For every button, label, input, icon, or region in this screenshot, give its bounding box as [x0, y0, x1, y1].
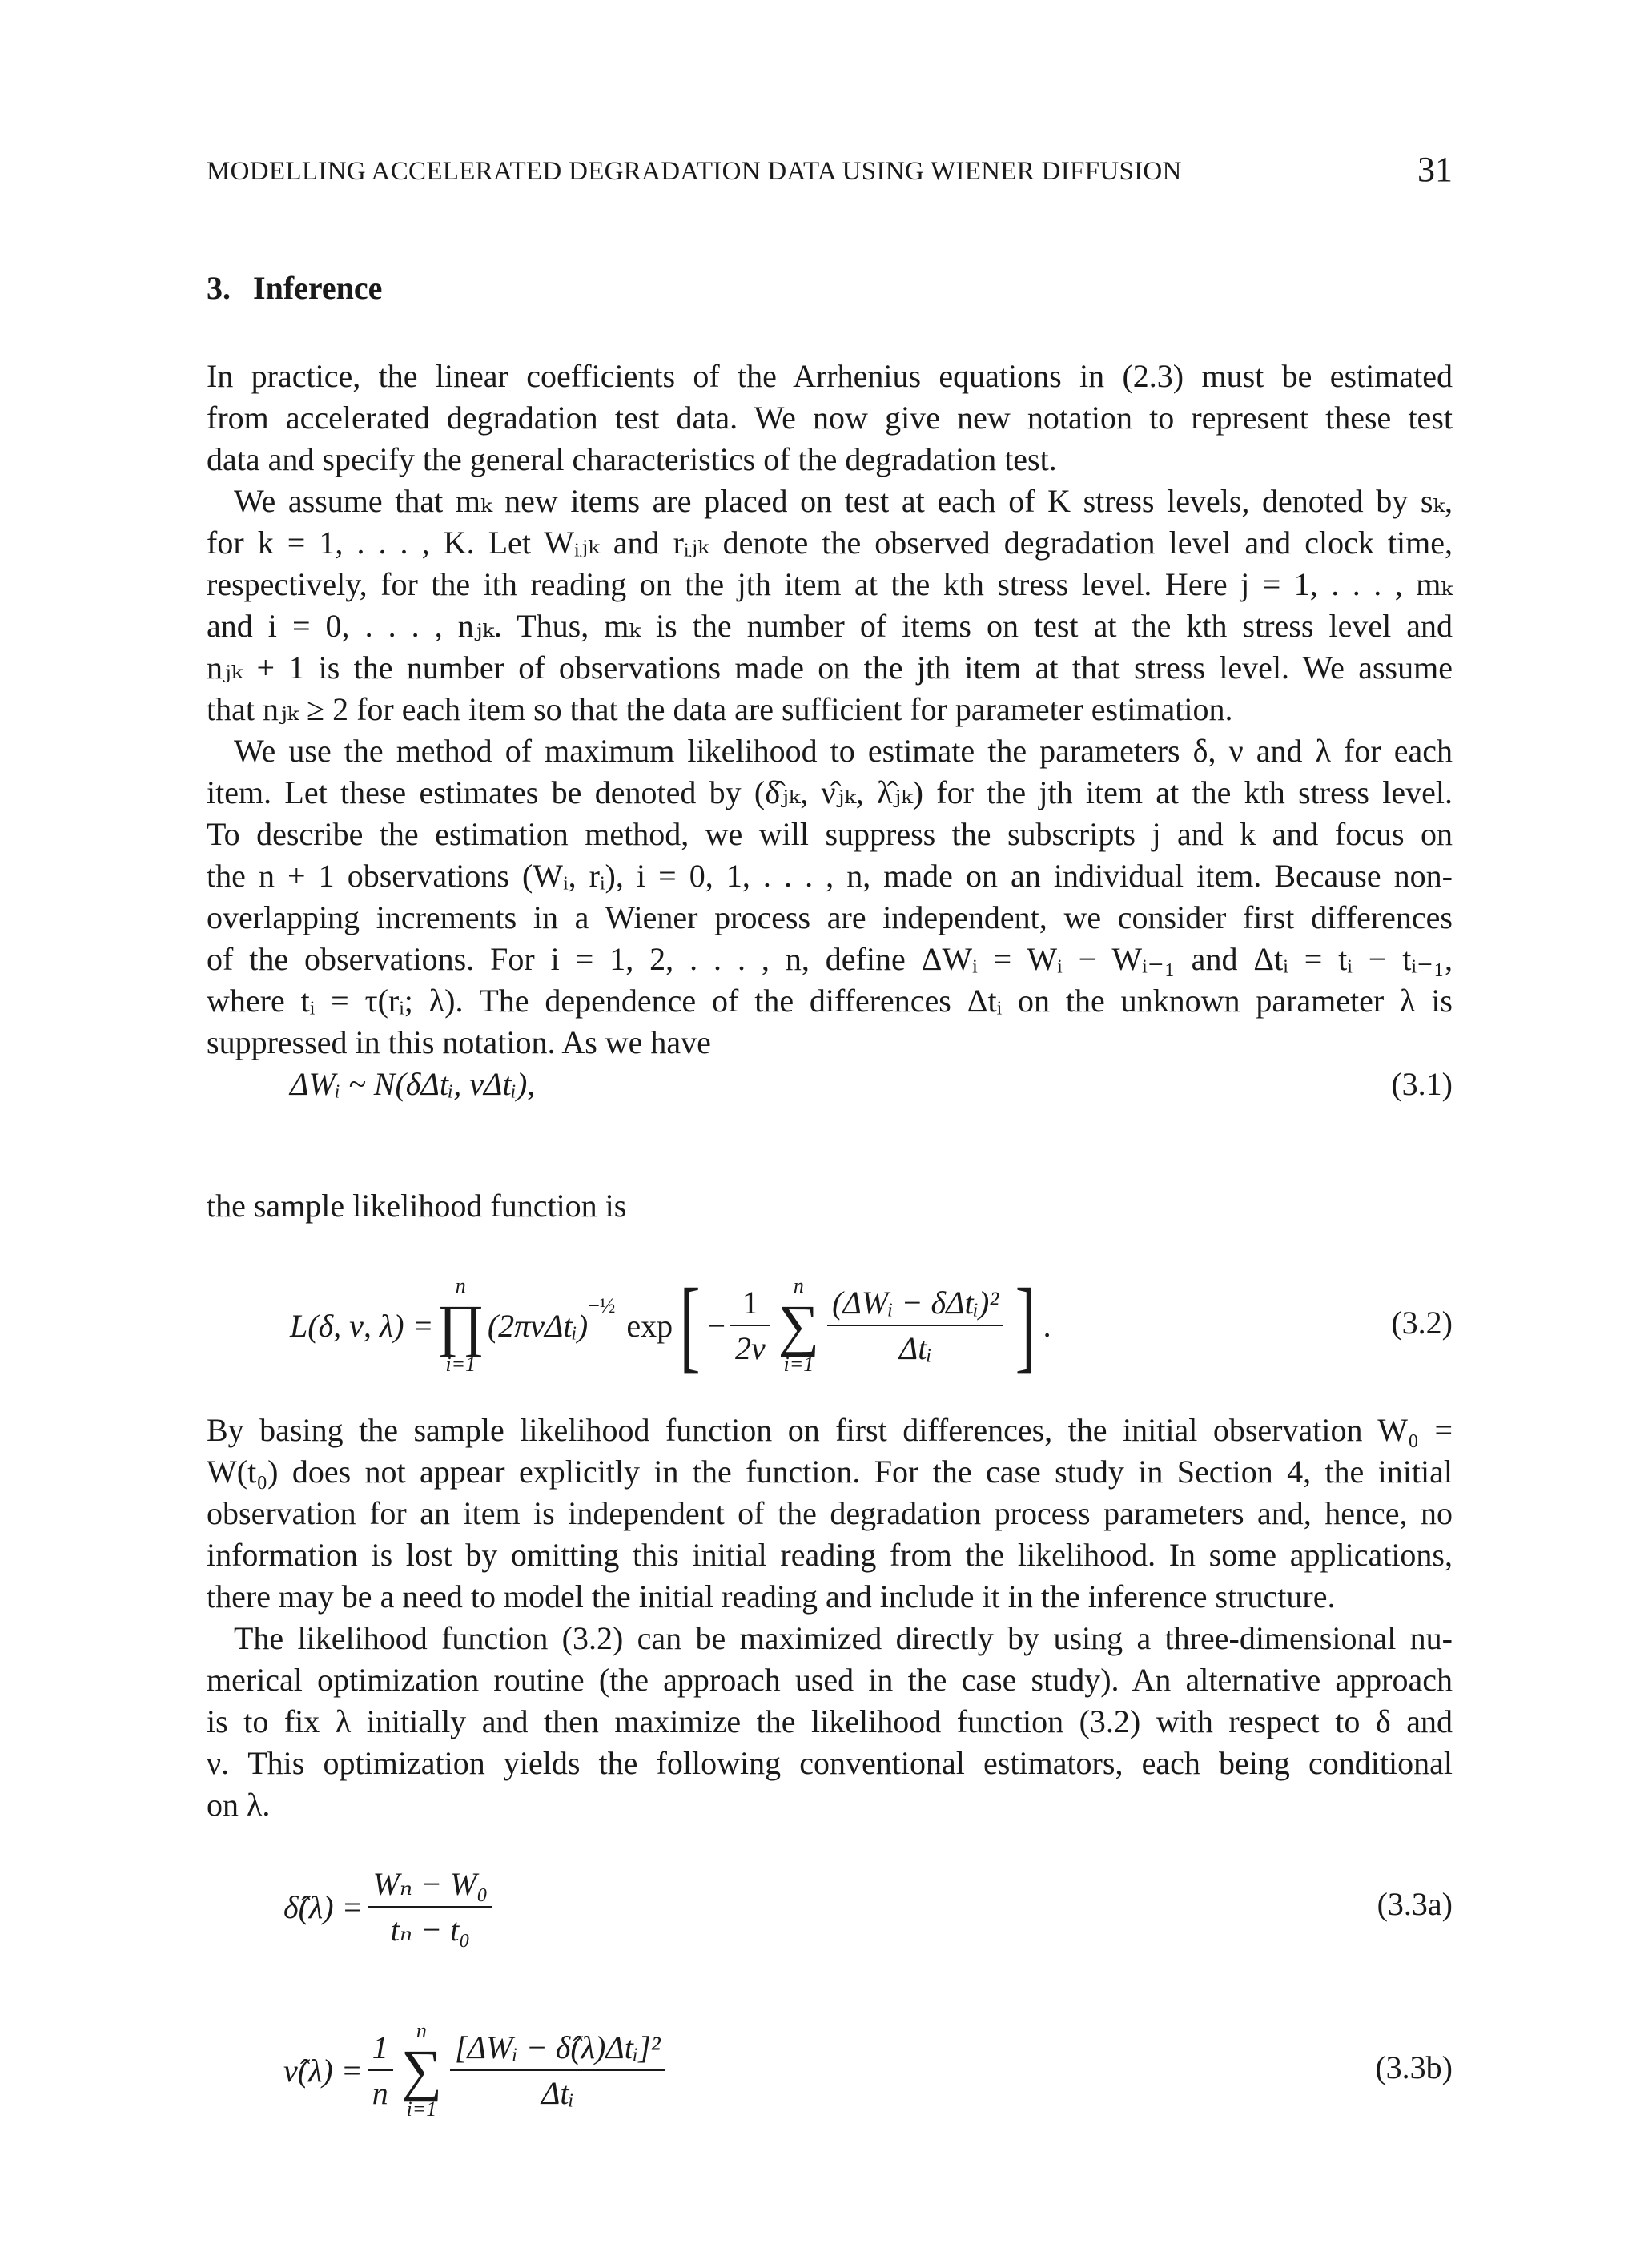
text-line: data and specify the general characteristics of the degradation test.	[207, 441, 1057, 477]
running-head: MODELLING ACCELERATED DEGRADATION DATA USING WIENER DIFFUSION	[207, 157, 1182, 186]
text-line: overlapping increments in a Wiener process are independent, we consider first differences	[207, 899, 1453, 935]
likelihood-exponent: −½	[588, 1294, 616, 1317]
text-line: W(t₀) does not appear explicitly in the function. For the case study in Section 4, the initial	[207, 1454, 1453, 1490]
text-line: that nⱼₖ ≥ 2 for each item so that the data are sufficient for parameter estimation.	[207, 691, 1233, 727]
likelihood-lhs: L(δ, ν, λ) =	[290, 1307, 434, 1344]
text-line: observation for an item is independent of the degradation process parameters and, hence, no	[207, 1495, 1453, 1531]
text-line: We assume that mₖ new items are placed on test at each of K stress levels, denoted by sₖ,	[234, 483, 1453, 519]
fraction-one-over-n	[368, 2029, 393, 2112]
product-operator	[437, 1275, 484, 1376]
text-line: of the observations. For i = 1, 2, . . . , n, define ΔWᵢ = Wᵢ − Wᵢ₋₁ and Δtᵢ = tᵢ − tᵢ₋₁,	[207, 941, 1453, 977]
product-lower-limit: i=1	[445, 1353, 476, 1376]
sum-operator	[401, 2020, 442, 2121]
sum-symbol: ∑	[400, 2038, 443, 2102]
text-line: the n + 1 observations (Wᵢ, rᵢ), i = 0, 1, . . . , n, made on an individual item. Because non-	[207, 858, 1453, 894]
sum-operator	[778, 1275, 819, 1376]
nu-hat-lhs: ν̂(λ) =	[283, 2052, 363, 2089]
minus-sign: −	[707, 1307, 726, 1344]
text-line: We use the method of maximum likelihood to estimate the parameters δ, ν and λ for each	[234, 733, 1453, 769]
text-line: suppressed in this notation. As we have	[207, 1024, 711, 1060]
text-line: merical optimization routine (the approach used in the case study). An alternative approach	[207, 1662, 1453, 1698]
text-line: In practice, the linear coefficients of the Arrhenius equations in (2.3) must be estimated	[207, 358, 1453, 394]
equation-3-3a	[207, 1855, 1453, 1959]
section-heading	[207, 269, 382, 307]
paragraph-4	[207, 1409, 1453, 1618]
fraction-one-over-two-nu	[730, 1284, 770, 1367]
product-symbol: ∏	[436, 1293, 484, 1357]
paragraph-2	[207, 481, 1453, 730]
text-line: the sample likelihood function is	[207, 1188, 627, 1224]
text-line: where tᵢ = τ(rᵢ; λ). The dependence of the differences Δtᵢ on the unknown parameter λ is	[207, 983, 1453, 1019]
equation-expression: ΔWᵢ ~ N(δΔtᵢ, νΔtᵢ),	[290, 1066, 536, 1102]
fraction-delta-hat	[368, 1865, 493, 1948]
fraction-numerator: Wₙ − W₀	[372, 1866, 488, 1902]
fraction-squared-increment	[827, 1284, 1003, 1367]
equation-number: (3.1)	[1391, 1066, 1453, 1102]
sum-upper-limit: n	[416, 2019, 427, 2042]
fraction-numerator: 1	[372, 2029, 388, 2065]
delta-hat-lhs: δ̂(λ) =	[283, 1888, 364, 1925]
fraction-denominator: n	[368, 2069, 393, 2112]
text-line: from accelerated degradation test data. We now give new notation to represent these test	[207, 400, 1453, 436]
sum-symbol: ∑	[778, 1293, 820, 1357]
equation-number: (3.3b)	[1375, 2049, 1453, 2085]
section-number: 3.	[207, 270, 231, 306]
right-bracket: ]	[1015, 1268, 1036, 1383]
text-line: respectively, for the ith reading on the jth item at the kth stress level. Here j = 1, . . . , mₖ	[207, 566, 1453, 602]
equation-3-1	[207, 1065, 1453, 1107]
text-line: item. Let these estimates be denoted by (δ̂ⱼₖ, ν̂ⱼₖ, λ̂ⱼₖ) for the jth item at the kth stress level.	[207, 774, 1453, 810]
text-line: By basing the sample likelihood function on first differences, the initial observation W₀ =	[207, 1412, 1453, 1448]
sum-upper-limit: n	[793, 1274, 804, 1297]
text-line: there may be a need to model the initial reading and include it in the inference structure.	[207, 1578, 1336, 1615]
text-line: is to fix λ initially and then maximize the likelihood function (3.2) with respect to δ and	[207, 1703, 1453, 1739]
fraction-numerator: 1	[742, 1285, 758, 1321]
text-line: The likelihood function (3.2) can be maximized directly by using a three-dimensional nu-	[234, 1620, 1453, 1656]
paragraph-3	[207, 730, 1453, 1064]
fraction-denominator: 2ν	[730, 1325, 770, 1367]
equation-number: (3.3a)	[1377, 1886, 1453, 1922]
fraction-numerator: (ΔWᵢ − δΔtᵢ)²	[832, 1285, 999, 1321]
equation-3-3b	[207, 2002, 1453, 2138]
text-line: To describe the estimation method, we will suppress the subscripts j and k and focus on	[207, 816, 1453, 852]
fraction-numerator: [ΔWᵢ − δ̂(λ)Δtᵢ]²	[455, 2029, 661, 2065]
paragraph-1	[207, 356, 1453, 481]
fraction-denominator: Δtᵢ	[827, 1325, 1003, 1367]
text-line: on λ.	[207, 1787, 271, 1823]
equation-period: .	[1043, 1307, 1051, 1344]
fraction-denominator: Δtᵢ	[450, 2069, 665, 2112]
paragraph-5	[207, 1618, 1453, 1826]
page-number: 31	[1417, 150, 1453, 189]
fraction-nu-hat	[450, 2029, 665, 2112]
sum-lower-limit: i=1	[783, 1353, 814, 1376]
equation-3-2	[207, 1257, 1453, 1393]
between-text	[207, 1185, 1453, 1227]
text-line: information is lost by omitting this initial reading from the likelihood. In some applications,	[207, 1537, 1453, 1573]
fraction-denominator: tₙ − t₀	[368, 1906, 493, 1948]
section-title: Inference	[253, 270, 383, 306]
text-line: and i = 0, . . . , nⱼₖ. Thus, mₖ is the number of items on test at the kth stress level and	[207, 608, 1453, 644]
product-upper-limit: n	[455, 1274, 466, 1297]
exp-function: exp	[626, 1307, 673, 1344]
text-line: ν. This optimization yields the following conventional estimators, each being conditional	[207, 1745, 1453, 1781]
left-bracket: [	[679, 1268, 701, 1383]
likelihood-factor: (2πνΔtᵢ)	[487, 1307, 589, 1344]
text-line: nⱼₖ + 1 is the number of observations made on the jth item at that stress level. We assume	[207, 649, 1453, 686]
equation-number: (3.2)	[1391, 1305, 1453, 1341]
sum-lower-limit: i=1	[406, 2097, 437, 2121]
text-line: for k = 1, . . . , K. Let Wᵢⱼₖ and rᵢⱼₖ denote the observed degradation level and clock time,	[207, 525, 1453, 561]
